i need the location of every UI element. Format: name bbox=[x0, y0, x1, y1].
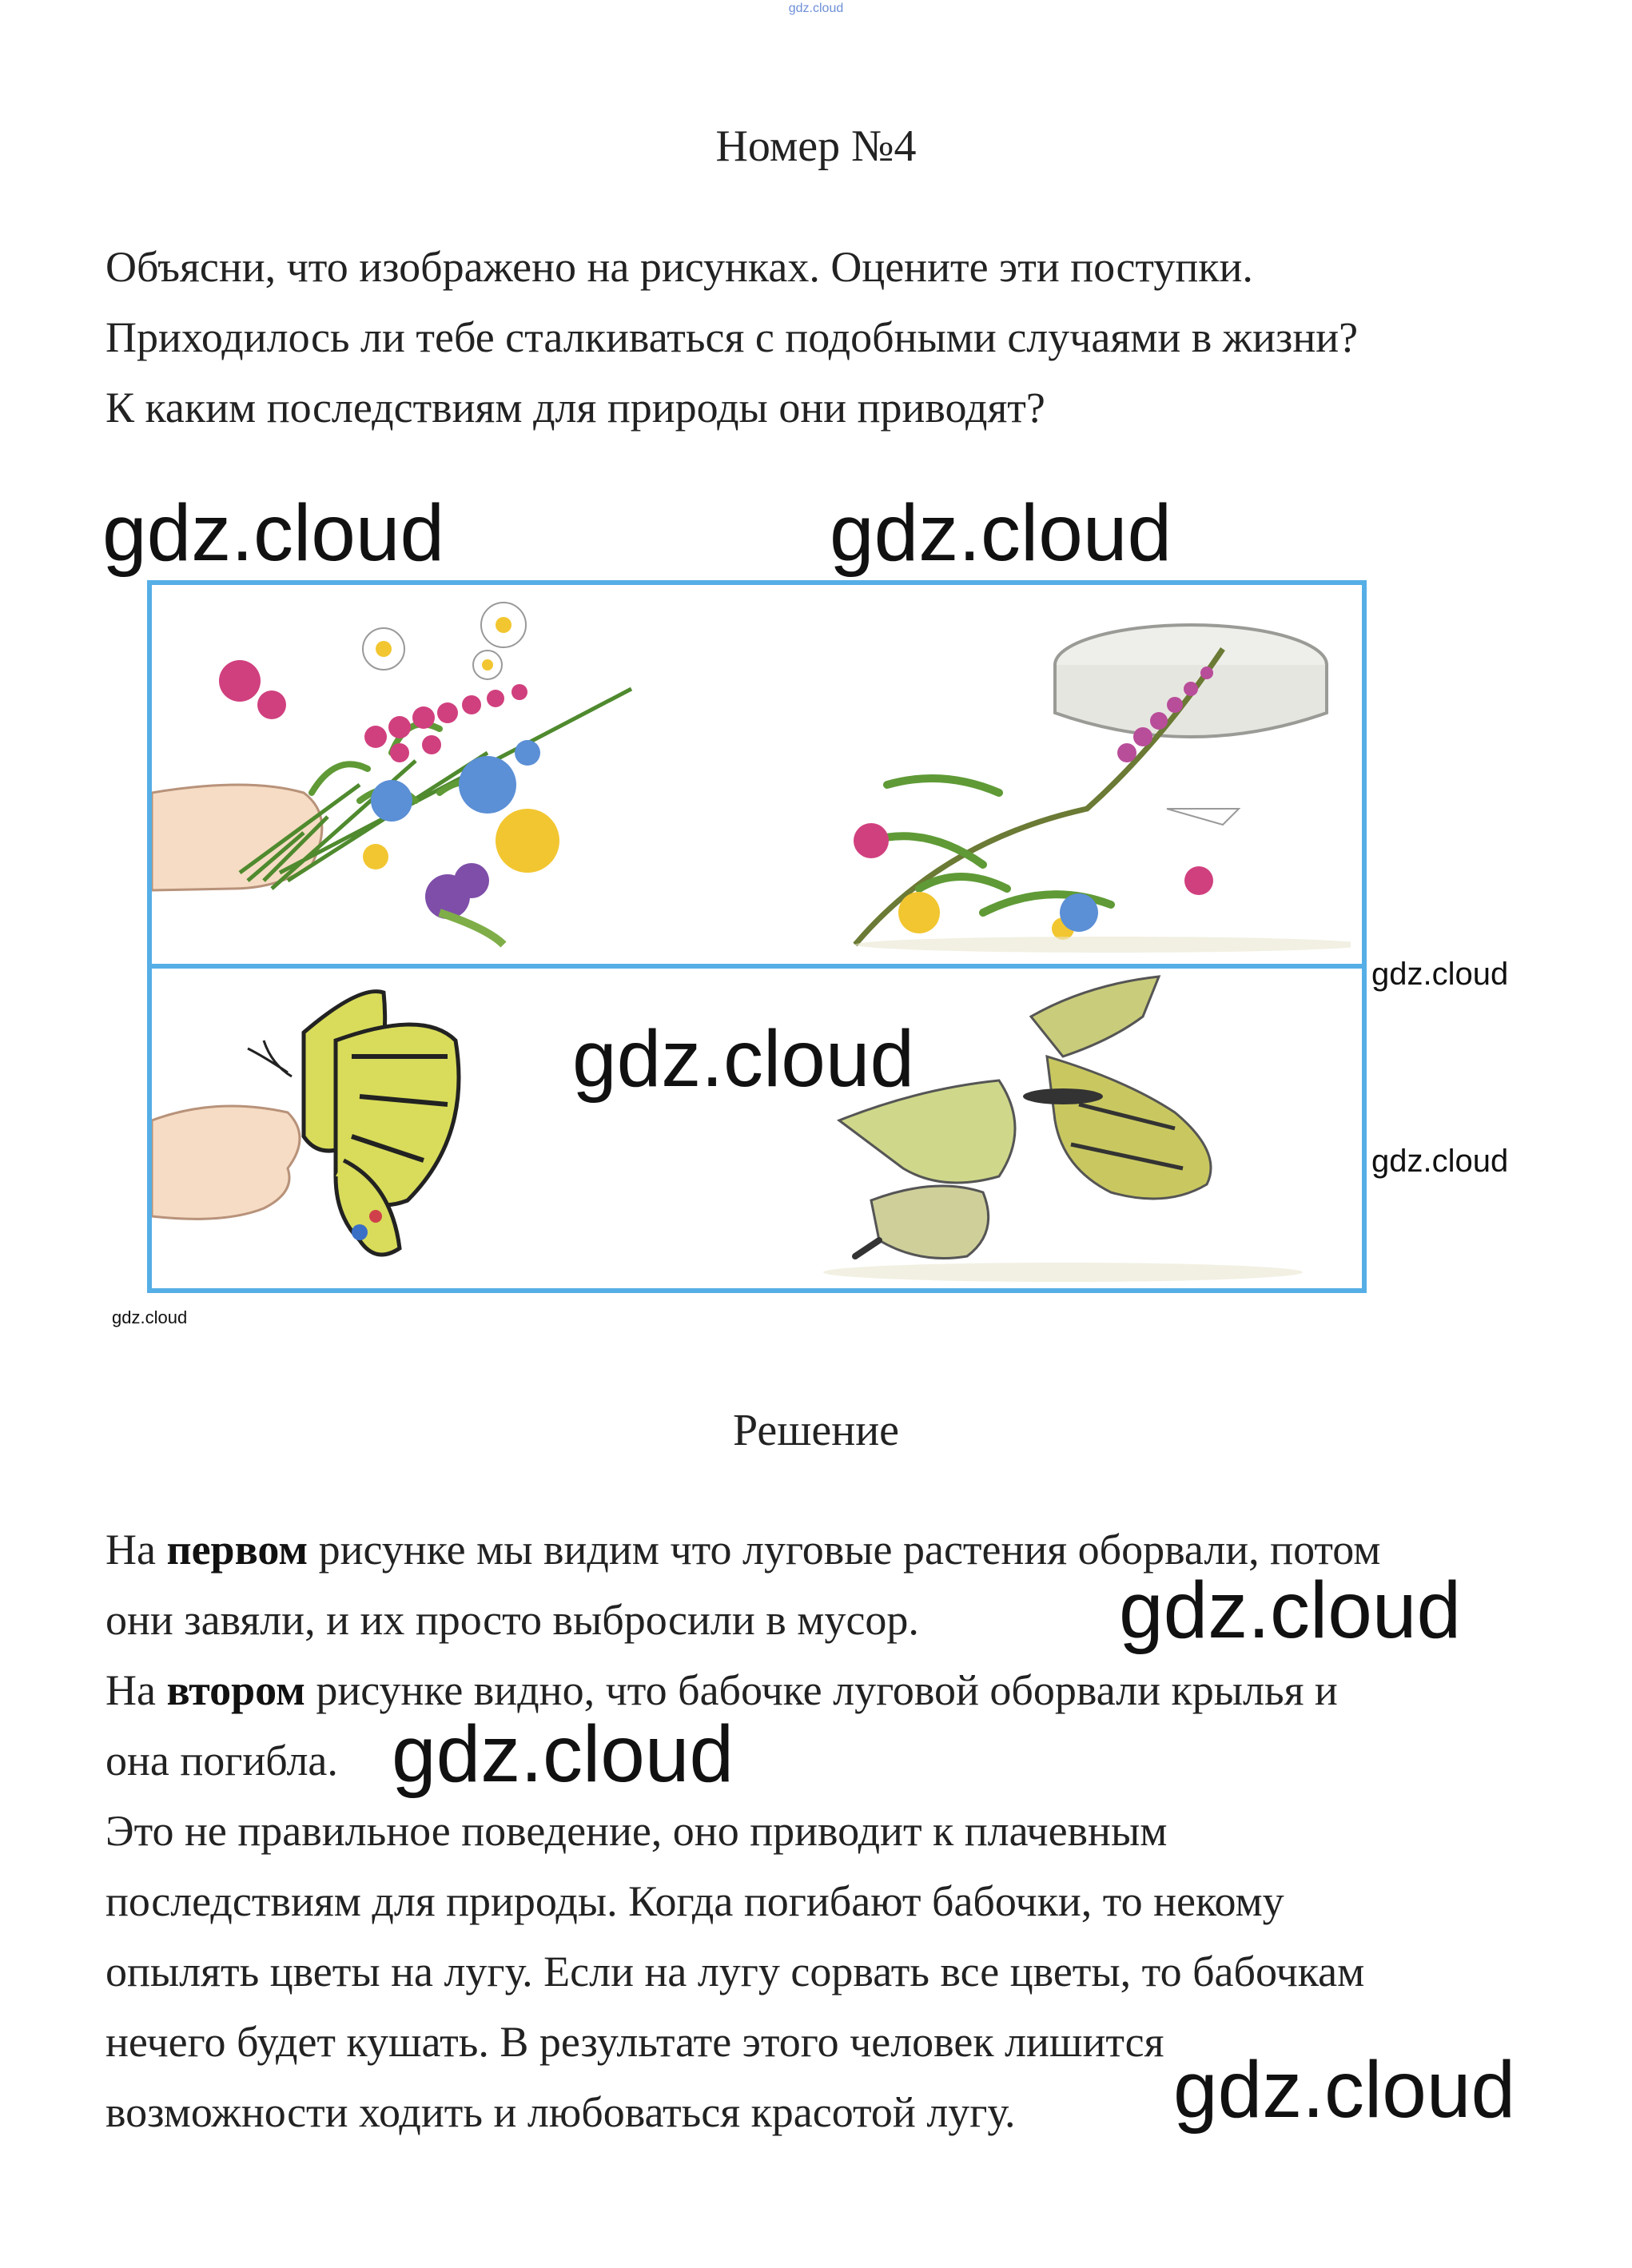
watermark: gdz.cloud bbox=[1119, 1566, 1462, 1655]
task-line: Объясни, что изображено на рисунках. Оцените эти поступки. bbox=[105, 243, 1253, 291]
illustration-frame bbox=[147, 580, 1367, 1293]
answer-line: они завяли, и их просто выбросили в мусор. bbox=[105, 1596, 919, 1644]
bold-word: втором bbox=[166, 1666, 305, 1714]
butterfly-in-hand-picture bbox=[152, 977, 519, 1288]
answer-line: последствиям для природы. Когда погибают бабочки, то некому bbox=[105, 1877, 1284, 1925]
watermark: gdz.cloud bbox=[572, 1014, 915, 1104]
answer-line: На первом рисунке мы видим что луговые растения оборвали, потом bbox=[105, 1526, 1381, 1574]
solution-heading: Решение bbox=[732, 1406, 900, 1455]
answer-line: нечего будет кушать. В результате этого человек лишится bbox=[105, 2018, 1164, 2066]
task-text bbox=[105, 232, 1544, 443]
watermark: gdz.cloud bbox=[1371, 1144, 1509, 1179]
watermark: gdz.cloud bbox=[1371, 957, 1509, 992]
answer-line: Это не правильное поведение, оно приводит к плачевным bbox=[105, 1807, 1168, 1855]
watermark: gdz.cloud bbox=[830, 488, 1172, 578]
watermark: gdz.cloud bbox=[102, 488, 445, 578]
task-line: К каким последствиям для природы они приводят? bbox=[105, 384, 1045, 432]
bold-word: первом bbox=[166, 1526, 308, 1574]
task-line: Приходилось ли тебе сталкиваться с подобными случаями в жизни? bbox=[105, 313, 1359, 361]
answer-line: опылять цветы на лугу. Если на лугу сорвать все цветы, то бабочкам bbox=[105, 1948, 1365, 1995]
watermark: gdz.cloud bbox=[1173, 2045, 1516, 2135]
answer-line: она погибла. bbox=[105, 1737, 338, 1785]
bouquet-in-hand-picture bbox=[152, 593, 727, 961]
top-watermark: gdz.cloud bbox=[788, 2, 844, 15]
page-title: Номер №4 bbox=[715, 121, 917, 171]
wilted-flowers-picture bbox=[823, 601, 1351, 953]
answer-line: На втором рисунке видно, что бабочке луговой оборвали крылья и bbox=[105, 1666, 1338, 1714]
watermark: gdz.cloud bbox=[112, 1307, 188, 1327]
watermark: gdz.cloud bbox=[392, 1709, 734, 1799]
answer-line: возможности ходить и любоваться красотой лугу. bbox=[105, 2088, 1016, 2136]
